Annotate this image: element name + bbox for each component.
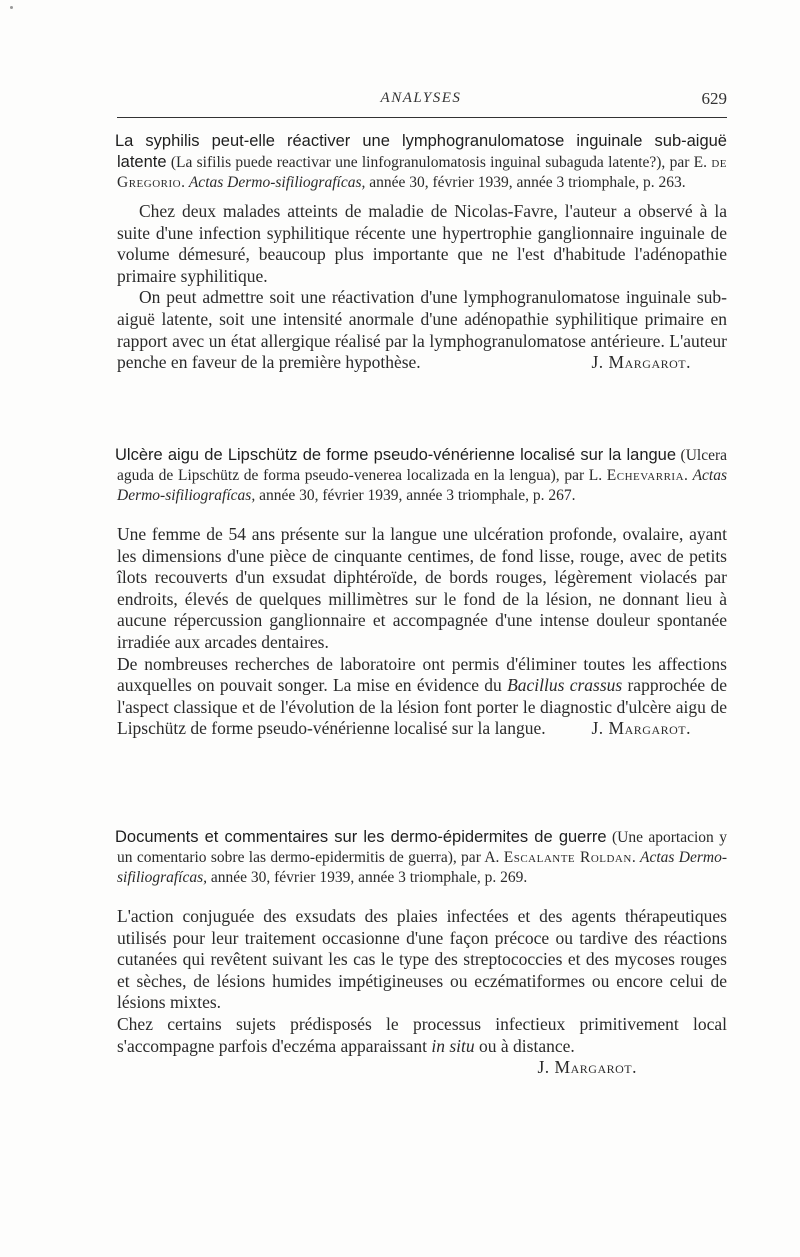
page-number: 629: [701, 89, 727, 108]
author-name: de Gregorio: [117, 154, 727, 191]
article-body: [117, 524, 727, 740]
article-reference: [117, 827, 727, 888]
ref-separator: .: [181, 174, 189, 191]
article-body: [117, 906, 727, 1079]
paragraph: [117, 1014, 727, 1057]
article-reference: [117, 445, 727, 506]
ref-citation: année 30, février 1939, année 3 triomphale, p. 269.: [207, 869, 528, 886]
signature: J. Margarot.: [591, 352, 691, 373]
article-title: Ulcère aigu de Lipschütz de forme pseudo-vénérienne localisé sur la langue: [115, 446, 677, 464]
header-rule: [117, 117, 727, 118]
paragraph-text: rapprochée de l'aspect classique et de l'évolution de la lésion font porter le diagnostic d'ulcère aigu de Lipschütz de forme pseudo-vénérienne localisé sur la langue.: [117, 675, 727, 739]
ref-citation: année 30, février 1939, année 3 triomphale, p. 267.: [255, 487, 576, 504]
latin-phrase: in situ: [431, 1035, 475, 1056]
page-header: [115, 88, 727, 112]
species-name: Bacillus crassus: [507, 675, 623, 696]
paragraph: [117, 654, 727, 740]
paragraph: L'action conjuguée des exsudats des plaies infectées et des agents thérapeutiques utilisés pour leur traitement occasionne d'une façon précoce ou tardive des réactions cutanées qui revêtent suivant les cas le type des streptococcies et des mycoses rouges et sèches, de lésions humides impétigineuses ou eczématiformes ou encore celui de lésions mixtes.: [117, 906, 727, 1013]
article-title: Documents et commentaires sur les dermo-épidermites de guerre: [115, 828, 607, 846]
author-name: Escalante Roldan: [503, 849, 632, 866]
ref-original-title: (Une aportacion y un comentario sobre las dermo-epidermitis de guerra), par A.: [117, 829, 727, 866]
print-speck: [10, 6, 13, 9]
ref-separator: .: [684, 467, 693, 484]
signature: J. Margarot.: [537, 1057, 637, 1078]
ref-separator: .: [631, 849, 641, 866]
ref-original-title: (Ulcera aguda de Lipschütz de forma pseudo-venerea localizada en la lengua), par L.: [117, 447, 727, 484]
paragraph: [117, 287, 727, 373]
running-title: ANALYSES: [380, 90, 462, 106]
paragraph-text: On peut admettre soit une réactivation d'une lymphogranulomatose inguinale sub-aiguë latente, soit une intensité anormale d'une adénopathie syphilitique primaire en rapport avec un état allergique réalisé par la lymphogranulomatose antérieure. L'auteur penche en faveur de la première hypothèse.: [117, 287, 727, 373]
ref-citation: année 30, février 1939, année 3 triomphale, p. 263.: [365, 174, 686, 191]
paragraph-text: ou à distance.: [474, 1035, 575, 1056]
journal-name: Actas Dermo-sifiliografícas,: [117, 467, 727, 504]
journal-name: Actas Dermo-sifiliografícas,: [188, 174, 366, 191]
article-body: [117, 201, 727, 374]
paragraph-text: De nombreuses recherches de laboratoire ont permis d'éliminer toutes les affections auxquelles on pouvait songer. La mise en évidence du: [117, 653, 727, 696]
journal-name: Actas Dermo-sifiliografícas,: [117, 849, 728, 886]
signature: J. Margarot.: [591, 718, 691, 739]
article-1: [117, 131, 727, 374]
paragraph: Une femme de 54 ans présente sur la langue une ulcération profonde, ovalaire, ayant les dimensions d'une pièce de cinquante centimes, de fond lisse, rouge, avec de petits îlots recouverts d'un exsudat diphtéroïde, de bords rouges, légèrement violacés par endroits, élevés de quelques millimètres sur le fond de la lésion, ne donnant lieu à aucune répercussion ganglionnaire et accompagnée d'une intense douleur spontanée irradiée aux arcades dentaires.: [117, 524, 727, 652]
article-reference: [117, 131, 727, 193]
article-3: [117, 827, 727, 1079]
author-name: Echevarria: [606, 467, 685, 484]
paragraph: Chez deux malades atteints de maladie de Nicolas-Favre, l'auteur a observé à la suite d'une infection syphilitique récente une hypertrophie ganglionnaire inguinale de volume démesuré, beaucoup plus importante que ne l'est d'habitude l'adénopathie primaire syphilitique.: [117, 201, 727, 286]
paragraph-text: Chez certains sujets prédisposés le processus infectieux primitivement local s'accompagne parfois d'eczéma apparaissant: [117, 1013, 727, 1056]
ref-original-title: (La sifilis puede reactivar une linfogranulomatosis inguinal subaguda latente?), par E.: [166, 154, 712, 171]
article-title: La syphilis peut-elle réactiver une lymphogranulomatose inguinale sub-aiguë latente: [115, 132, 727, 171]
article-2: [117, 445, 727, 740]
